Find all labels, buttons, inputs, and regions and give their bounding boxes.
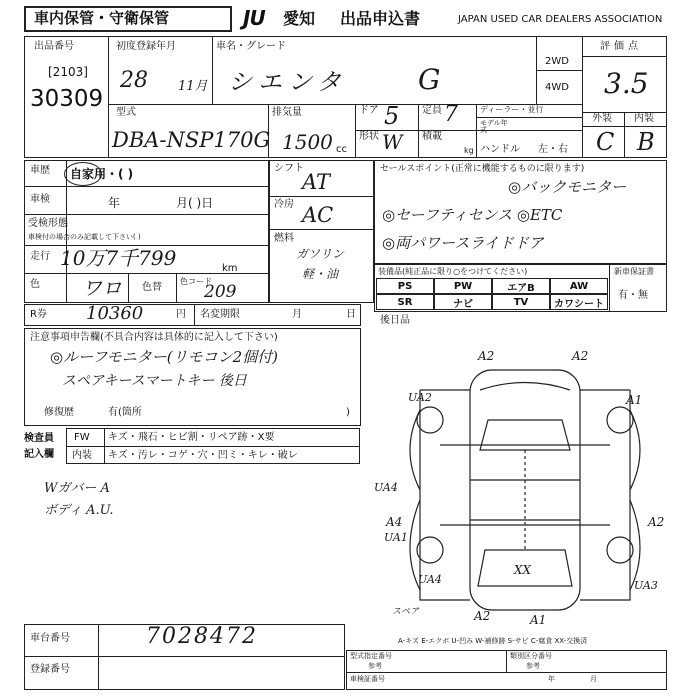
name-change-month: 月 <box>292 309 302 320</box>
inspector-note-2: ボディ A.U. <box>44 503 114 518</box>
r-ticket-label: R券 <box>30 309 47 320</box>
lot-number-bracket: [2103] <box>48 65 88 79</box>
association-name: JAPAN USED CAR DEALERS ASSOCIATION <box>458 14 663 25</box>
car-number-label: 車台番号 <box>30 633 70 644</box>
mark-a4: A4 <box>386 515 403 529</box>
notes-title: 注意事項申告欄(不具合内容は具体的に記入して下さい) <box>30 332 278 343</box>
note-line-1: ◎ルーフモニター(リモコン2個付) <box>50 348 278 366</box>
2wd-label: 2WD <box>545 56 569 67</box>
car-grade-label: 車名・グレード <box>216 41 286 52</box>
4wd-label: 4WD <box>545 82 569 93</box>
equipment-item: PW <box>434 278 492 294</box>
grade: G <box>418 63 441 96</box>
exterior-label: 外装 <box>592 113 612 124</box>
fuel-alt: 軽・油 <box>302 267 339 281</box>
inspection-year: 年 <box>108 196 121 210</box>
selling-point-2: ◎セーフティセンス ◎ETC <box>382 206 563 224</box>
selling-point-1: ◎バックモニター <box>508 178 627 196</box>
reg-number-label: 登録番号 <box>30 664 70 675</box>
car-name: シエンタ <box>228 68 348 96</box>
shape-label: 形状 <box>359 131 379 142</box>
model-type: DBA-NSP170G <box>112 128 271 152</box>
org-name: 愛知 <box>283 9 316 28</box>
usage-options: 自家用・( ) <box>70 167 134 181</box>
first-reg-label: 初度登録年月 <box>116 41 176 52</box>
note-line-2: スペアキースマートキー 後日 <box>62 373 247 389</box>
ac-label: 冷房 <box>274 199 294 210</box>
first-reg-month: 11月 <box>178 79 208 94</box>
mark-ua4-bottom: UA4 <box>418 573 442 586</box>
color-code-label: 色コード <box>180 277 212 286</box>
check-no-label: 車検証番号 <box>350 675 385 683</box>
check-month-label: 月 <box>590 675 597 683</box>
sources-note: 車検付の場合のみ記載して下さい( ) <box>28 233 141 241</box>
mark-ua3: UA3 <box>634 579 658 592</box>
selling-points-label: セールスポイント(正常に機能するものに限ります) <box>380 164 585 174</box>
fw-label: FW <box>74 432 90 443</box>
capacity-label: 定員 <box>422 105 442 116</box>
mark-xx: XX <box>514 563 532 577</box>
equipment-item: TV <box>492 294 550 310</box>
r-ticket-row <box>24 304 361 326</box>
new-warranty-label: 新車保証書 <box>614 267 654 276</box>
equipment-label: 装備品(純正品に限り○をつけてください) <box>378 267 528 276</box>
inspector-note-1: Wガバー A <box>44 481 110 496</box>
check-year-label: 年 <box>548 675 555 683</box>
rating-label: 評価点 <box>600 41 642 52</box>
interior-label: 内装 <box>634 113 654 124</box>
r-ticket-value: 10360 <box>86 303 144 324</box>
model-no-label: 型式指定番号 <box>350 652 392 660</box>
shift-value: AT <box>302 170 331 194</box>
color-swap-label: 色替 <box>142 282 162 293</box>
shape-value: W <box>382 130 403 154</box>
form-title: 出品申込書 <box>340 9 421 28</box>
entry-column-label: 記入欄 <box>24 449 54 460</box>
shift-label: シフト <box>274 163 304 174</box>
repair-yes-label: 有(箇所 <box>108 407 142 418</box>
fuel-value: ガソリン <box>296 247 345 261</box>
interior-short-label: 内装 <box>72 450 92 461</box>
inspection-month-day: 月( )日 <box>176 196 214 210</box>
mark-ua4-mid: UA4 <box>374 481 398 494</box>
repair-history-label: 修復歴 <box>44 407 74 418</box>
mileage-value: 10万7千799 <box>60 246 177 270</box>
equipment-item: SR <box>376 294 434 310</box>
interior-value: B <box>637 128 655 156</box>
interior-items: キズ・汚レ・コゲ・穴・凹ミ・キレ・破レ <box>108 450 298 461</box>
rating-value: 3.5 <box>604 67 649 100</box>
mark-a2-right: A2 <box>648 515 665 529</box>
name-change-label: 名変期限 <box>200 309 240 320</box>
repair-close: ) <box>346 407 350 418</box>
inspector-label: 検査員 <box>24 433 54 444</box>
r-ticket-yen: 円 <box>176 309 186 320</box>
usage-label: 車歴 <box>30 165 50 176</box>
handle-label: ハンドル <box>480 144 520 155</box>
ju-logo: JU <box>243 6 265 30</box>
load-label: 積載 <box>422 131 442 142</box>
rear-seat-label: 後日品 <box>380 315 410 326</box>
mark-spare: スペア <box>392 607 420 617</box>
color-value: ワロ <box>82 276 122 300</box>
mark-a2-top-right: A2 <box>572 349 589 363</box>
legend-text: A-キズ E-エクボ U-凹み W-補修跡 S-サビ C-腐食 XX-交換済 <box>398 637 588 645</box>
dealer-label: ディーラー・並行 <box>480 105 544 114</box>
lot-number: 30309 <box>30 86 104 112</box>
inspection-label: 車検 <box>30 194 50 205</box>
displacement-label: 排気量 <box>272 107 302 118</box>
selling-point-3: ◎両パワースライドドア <box>382 234 544 252</box>
usage-circle-mark <box>64 162 102 186</box>
cc-label: cc <box>336 144 347 155</box>
class-ref-label: 参考 <box>526 662 540 670</box>
model-ref-label: 参考 <box>368 662 382 670</box>
capacity-value: 7 <box>444 102 458 127</box>
fw-items: キズ・飛石・ヒビ割・リペア跡・X要 <box>108 432 275 443</box>
mark-ua2: UA2 <box>408 391 432 404</box>
mark-a2-bottom: A2 <box>474 609 491 623</box>
mark-a2-top-left: A2 <box>478 349 495 363</box>
color-code-value: 209 <box>204 282 237 302</box>
mark-ua1: UA1 <box>384 531 408 544</box>
doors-value: 5 <box>384 102 400 130</box>
equipment-item: カワシート <box>550 294 608 310</box>
color-label: 色 <box>30 279 40 290</box>
kg-label: kg <box>464 146 474 155</box>
fuel-label: 燃料 <box>274 233 294 244</box>
doors-label: ドア <box>359 105 379 116</box>
lot-number-label: 出品番号 <box>34 41 74 52</box>
class-no-label: 類別区分番号 <box>510 652 552 660</box>
equipment-item: エアB <box>492 278 550 294</box>
mileage-label: 走行 <box>30 251 50 262</box>
equipment-item: ナビ <box>434 294 492 310</box>
ac-value: AC <box>302 203 334 227</box>
sources-label: 受検形態 <box>28 218 68 229</box>
equipment-item: AW <box>550 278 608 294</box>
left-right-label: 左・右 <box>538 144 568 155</box>
mark-a1-bottom: A1 <box>530 613 547 627</box>
mark-a1-right: A1 <box>626 393 643 407</box>
storage-label: 車内保管・守衛保管 <box>34 9 170 27</box>
model-type-label: 型式 <box>116 107 136 118</box>
exterior-value: C <box>596 128 615 156</box>
first-reg-year: 28 <box>120 68 148 93</box>
km-label: km <box>222 263 238 274</box>
equipment-item: PS <box>376 278 434 294</box>
model-year-label: モデル年式 <box>480 119 508 134</box>
car-number-value: 7028472 <box>146 624 258 649</box>
name-change-day: 日 <box>346 309 356 320</box>
warranty-yes-no: 有・無 <box>618 290 648 301</box>
displacement: 1500 <box>282 130 333 154</box>
